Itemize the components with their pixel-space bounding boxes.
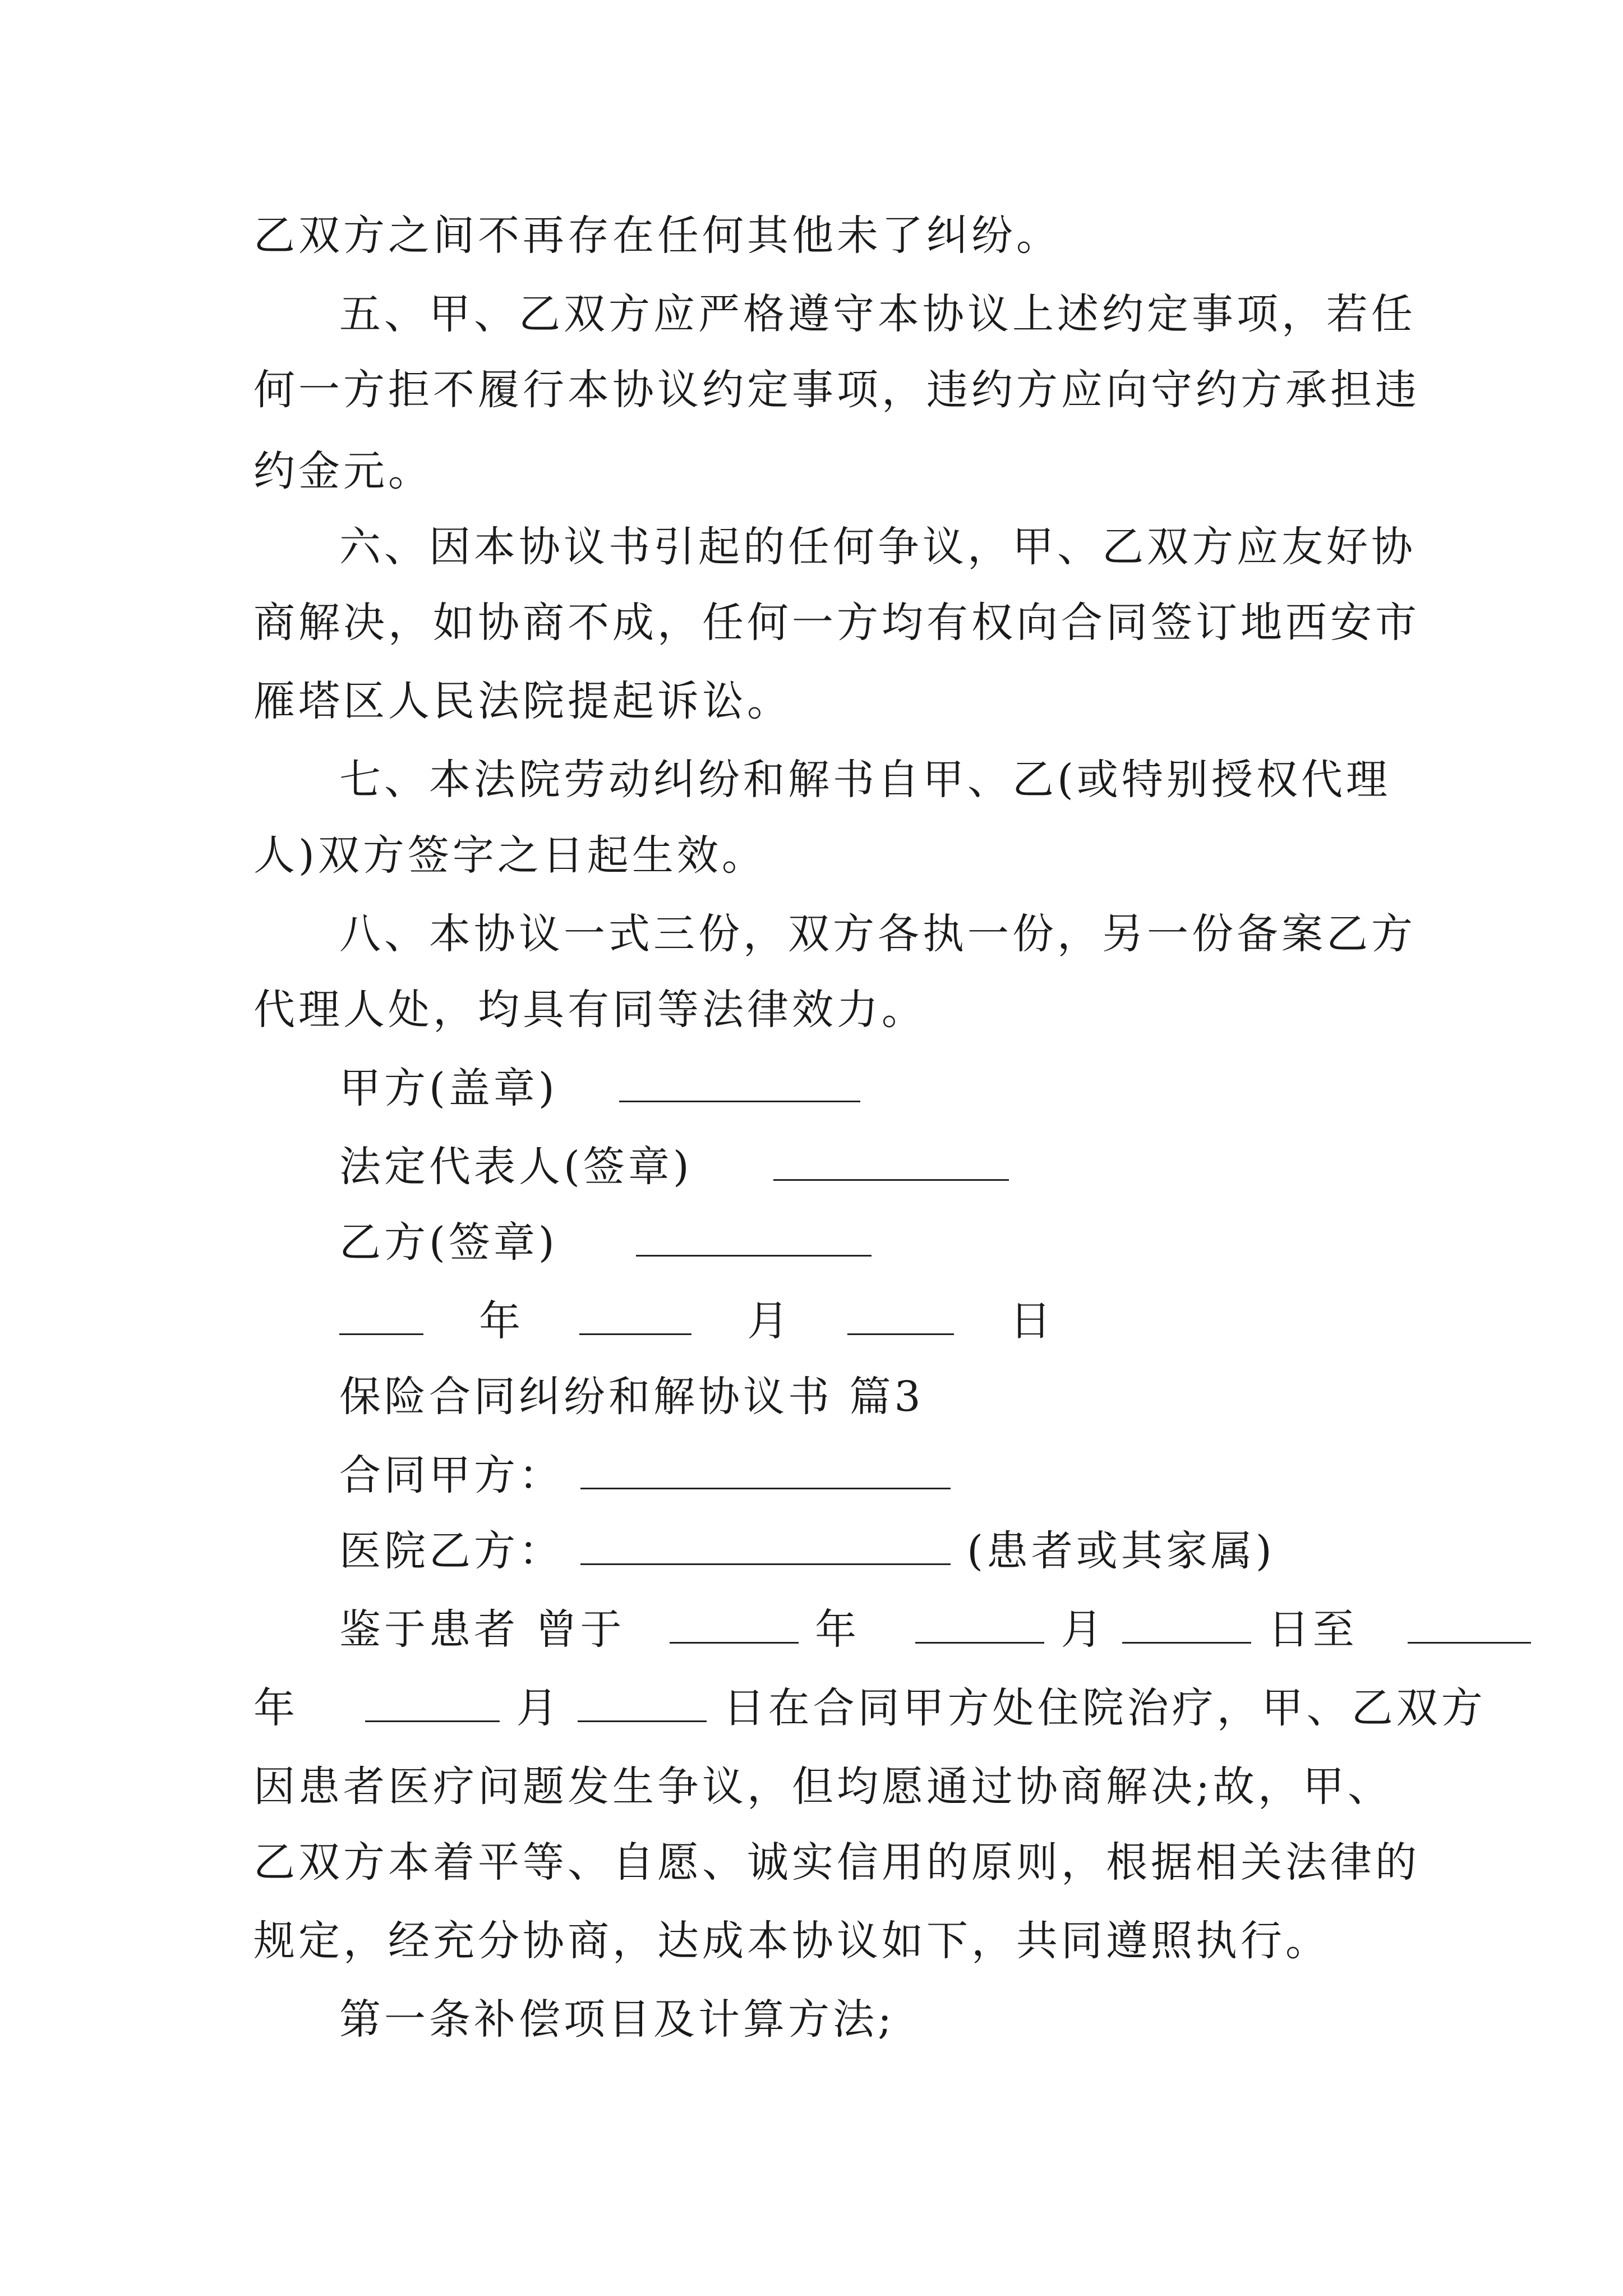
legal-rep-label: 法定代表人(签章) (339, 1143, 693, 1191)
month-blank[interactable] (579, 1294, 691, 1335)
contract-party-a-label: 合同甲方： (339, 1451, 564, 1499)
section-title: 保险合同纠纷和解协议书 篇3 (339, 1373, 924, 1421)
discharge-month-label: 月 (516, 1684, 561, 1732)
article-1: 第一条补偿项目及计算方法; (339, 1995, 895, 2044)
discharge-year-label: 年 (253, 1684, 298, 1732)
admit-month-label: 月 (1061, 1605, 1106, 1654)
hospital-party-b-blank[interactable] (580, 1524, 951, 1565)
admit-month-blank[interactable] (915, 1603, 1044, 1644)
party-a-blank[interactable] (619, 1061, 860, 1102)
party-a-label: 甲方(盖章) (339, 1064, 558, 1112)
admit-day-blank[interactable] (1122, 1603, 1251, 1644)
legal-rep-blank[interactable] (773, 1140, 1009, 1181)
patient-note: (患者或其家属) (967, 1527, 1275, 1575)
contract-party-a-line (339, 1447, 1472, 1503)
whereas-line-2 (253, 1680, 1486, 1736)
day-blank[interactable] (847, 1294, 954, 1335)
day-to-label: 日至 (1267, 1605, 1358, 1654)
paragraph-line: 商解决，如协商不成，任何一方均有权向合同签订地西安市 (253, 599, 1420, 647)
year-label: 年 (479, 1297, 524, 1345)
paragraph-line: 雁塔区人民法院提起诉讼。 (253, 677, 792, 725)
paragraph-line: 乙双方之间不再存在任何其他未了纠纷。 (253, 211, 1061, 260)
paragraph-line: 五、甲、乙双方应严格遵守本协议上述约定事项，若任 (339, 290, 1416, 338)
paragraph-line: 约金元。 (253, 447, 433, 495)
hospital-party-b-label: 医院乙方： (339, 1527, 564, 1575)
paragraph-line: 乙双方本着平等、自愿、诚实信用的原则，根据相关法律的 (253, 1838, 1420, 1887)
date-line (339, 1293, 1472, 1349)
paragraph-line: 八、本协议一式三份，双方各执一份，另一份备案乙方 (339, 910, 1416, 958)
party-b-sign-line (339, 1214, 1472, 1271)
discharge-month-blank[interactable] (365, 1681, 500, 1722)
paragraph-line: 因患者医疗问题发生争议，但均愿通过协商解决;故，甲、 (253, 1763, 1393, 1811)
discharge-day-blank[interactable] (578, 1681, 707, 1722)
paragraph-line: 人)双方签字之日起生效。 (253, 831, 767, 880)
party-a-seal-line (339, 1060, 1472, 1116)
paragraph-line: 规定，经充分协商，达成本协议如下，共同遵照执行。 (253, 1917, 1330, 1965)
party-b-blank[interactable] (636, 1216, 872, 1257)
contract-party-a-blank[interactable] (580, 1448, 951, 1489)
admit-year-label: 年 (815, 1605, 860, 1654)
party-b-label: 乙方(签章) (339, 1218, 558, 1267)
paragraph-line: 代理人处，均具有同等法律效力。 (253, 986, 926, 1034)
admit-year-blank[interactable] (670, 1603, 799, 1644)
whereas-text: 鉴于患者 曾于 (339, 1605, 625, 1654)
month-label: 月 (747, 1297, 792, 1345)
day-in-text: 日在合同甲方处住院治疗，甲、乙双方 (723, 1684, 1486, 1732)
whereas-line (339, 1602, 1472, 1658)
paragraph-line: 七、本法院劳动纠纷和解书自甲、乙(或特别授权代理 (339, 756, 1391, 804)
paragraph-line: 何一方拒不履行本协议约定事项，违约方应向守约方承担违 (253, 366, 1420, 414)
paragraph-line: 六、因本协议书引起的任何争议，甲、乙双方应友好协 (339, 523, 1416, 571)
day-label: 日 (1009, 1297, 1055, 1345)
legal-rep-line (339, 1139, 1472, 1195)
hospital-party-b-line (339, 1523, 1472, 1579)
discharge-year-blank[interactable] (1408, 1603, 1531, 1644)
year-blank[interactable] (339, 1294, 423, 1335)
